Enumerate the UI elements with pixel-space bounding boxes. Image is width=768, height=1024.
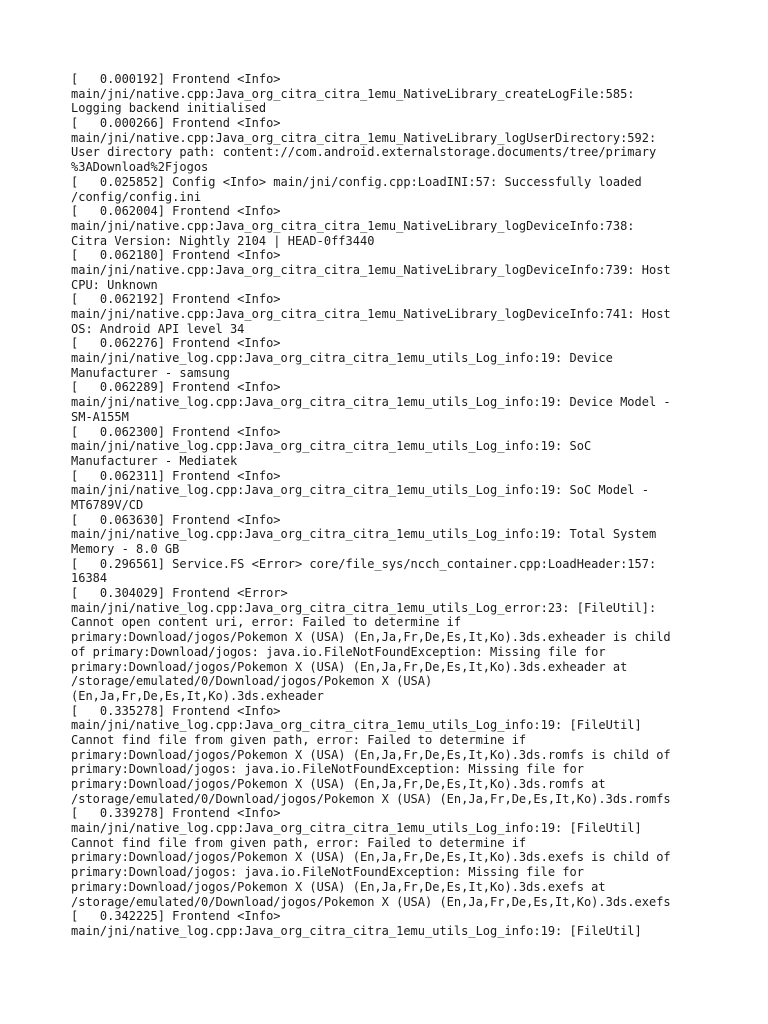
log-line: [ 0.062004] Frontend <Info> — [71, 204, 281, 219]
log-line: [ 0.062192] Frontend <Info> — [71, 292, 281, 307]
log-line: /storage/emulated/0/Download/jogos/Pokemon X (USA) — [71, 674, 433, 689]
log-line: [ 0.062180] Frontend <Info> — [71, 248, 281, 263]
log-line: main/jni/native_log.cpp:Java_org_citra_citra_1emu_utils_Log_info:19: Total System — [71, 527, 657, 542]
log-line: Cannot find file from given path, error: Failed to determine if — [71, 835, 527, 850]
log-line: OS: Android API level 34 — [71, 321, 245, 336]
log-line: [ 0.339278] Frontend <Info> — [71, 806, 281, 821]
log-line: primary:Download/jogos/Pokemon X (USA) (En,Ja,Fr,De,Es,It,Ko).3ds.exheader at — [71, 659, 628, 674]
log-line: Cannot find file from given path, error: Failed to determine if — [71, 732, 527, 747]
log-line: [ 0.000192] Frontend <Info> — [71, 72, 281, 86]
log-line: SM-A155M — [71, 409, 129, 424]
log-line: main/jni/native.cpp:Java_org_citra_citra_1emu_NativeLibrary_createLogFile:585: — [71, 86, 635, 101]
log-line: Memory - 8.0 GB — [71, 542, 180, 556]
log-line: main/jni/native.cpp:Java_org_citra_citra_1emu_NativeLibrary_logDeviceInfo:739: Host — [71, 262, 671, 277]
log-line: [ 0.025852] Config <Info> main/jni/config.cpp:LoadINI:57: Successfully loaded — [71, 174, 642, 189]
log-line: [ 0.062300] Frontend <Info> — [71, 424, 281, 439]
log-line: [ 0.342225] Frontend <Info> — [71, 909, 281, 924]
log-line: Cannot open content uri, error: Failed to determine if — [71, 615, 462, 630]
log-text-block — [71, 72, 711, 939]
log-line: primary:Download/jogos/Pokemon X (USA) (En,Ja,Fr,De,Es,It,Ko).3ds.exefs at — [71, 879, 606, 894]
log-line: main/jni/native_log.cpp:Java_org_citra_citra_1emu_utils_Log_info:19: [FileUtil] — [71, 923, 642, 938]
log-line: [ 0.000266] Frontend <Info> — [71, 116, 281, 131]
log-line: main/jni/native.cpp:Java_org_citra_citra_1emu_NativeLibrary_logUserDirectory:592: — [71, 130, 657, 145]
log-line: main/jni/native_log.cpp:Java_org_citra_citra_1emu_utils_Log_info:19: SoC Model - — [71, 483, 649, 498]
log-line: CPU: Unknown — [71, 277, 158, 292]
log-line: main/jni/native_log.cpp:Java_org_citra_citra_1emu_utils_Log_info:19: [FileUtil] — [71, 821, 642, 836]
log-line: /storage/emulated/0/Download/jogos/Pokemon X (USA) (En,Ja,Fr,De,Es,It,Ko).3ds.romfs — [71, 791, 671, 806]
log-line: main/jni/native_log.cpp:Java_org_citra_citra_1emu_utils_Log_info:19: SoC — [71, 439, 592, 454]
log-line: primary:Download/jogos/Pokemon X (USA) (En,Ja,Fr,De,Es,It,Ko).3ds.exheader is child — [71, 630, 671, 645]
log-line: primary:Download/jogos/Pokemon X (USA) (En,Ja,Fr,De,Es,It,Ko).3ds.exefs is child of — [71, 850, 671, 865]
log-line: Manufacturer - Mediatek — [71, 453, 238, 468]
log-line: [ 0.335278] Frontend <Info> — [71, 703, 281, 718]
log-line: [ 0.062289] Frontend <Info> — [71, 380, 281, 395]
log-line: Logging backend initialised — [71, 101, 267, 116]
log-line: User directory path: content://com.android.externalstorage.documents/tree/primary — [71, 145, 657, 160]
log-line: [ 0.296561] Service.FS <Error> core/file_sys/ncch_container.cpp:LoadHeader:157: — [71, 556, 657, 571]
log-line: [ 0.063630] Frontend <Info> — [71, 512, 281, 527]
log-line: main/jni/native.cpp:Java_org_citra_citra_1emu_NativeLibrary_logDeviceInfo:738: — [71, 218, 635, 233]
log-line: primary:Download/jogos: java.io.FileNotFoundException: Missing file for — [71, 865, 584, 880]
log-line: primary:Download/jogos: java.io.FileNotFoundException: Missing file for — [71, 762, 584, 777]
log-line: MT6789V/CD — [71, 497, 144, 512]
log-line: 16384 — [71, 571, 108, 586]
log-line: /storage/emulated/0/Download/jogos/Pokemon X (USA) (En,Ja,Fr,De,Es,It,Ko).3ds.exefs — [71, 894, 671, 909]
log-line: [ 0.304029] Frontend <Error> — [71, 586, 288, 601]
log-line: /config/config.ini — [71, 189, 202, 204]
log-line: [ 0.062276] Frontend <Info> — [71, 336, 281, 351]
log-line: main/jni/native_log.cpp:Java_org_citra_citra_1emu_utils_Log_info:19: [FileUtil] — [71, 718, 642, 733]
log-line: primary:Download/jogos/Pokemon X (USA) (En,Ja,Fr,De,Es,It,Ko).3ds.romfs is child of — [71, 747, 671, 762]
log-line: main/jni/native_log.cpp:Java_org_citra_citra_1emu_utils_Log_info:19: Device — [71, 351, 613, 366]
log-line: Manufacturer - samsung — [71, 365, 230, 380]
log-line: main/jni/native_log.cpp:Java_org_citra_citra_1emu_utils_Log_info:19: Device Model - — [71, 395, 671, 410]
log-line: [ 0.062311] Frontend <Info> — [71, 468, 281, 483]
log-line: primary:Download/jogos/Pokemon X (USA) (En,Ja,Fr,De,Es,It,Ko).3ds.romfs at — [71, 777, 606, 791]
log-line: of primary:Download/jogos: java.io.FileNotFoundException: Missing file for — [71, 644, 606, 659]
log-line: %3ADownload%2Fjogos — [71, 160, 209, 175]
log-line: main/jni/native_log.cpp:Java_org_citra_citra_1emu_utils_Log_error:23: [FileUtil]: — [71, 600, 657, 615]
log-line: main/jni/native.cpp:Java_org_citra_citra_1emu_NativeLibrary_logDeviceInfo:741: Host — [71, 307, 671, 321]
log-line: (En,Ja,Fr,De,Es,It,Ko).3ds.exheader — [71, 688, 324, 703]
log-line: Citra Version: Nightly 2104 | HEAD-0ff3440 — [71, 233, 375, 248]
